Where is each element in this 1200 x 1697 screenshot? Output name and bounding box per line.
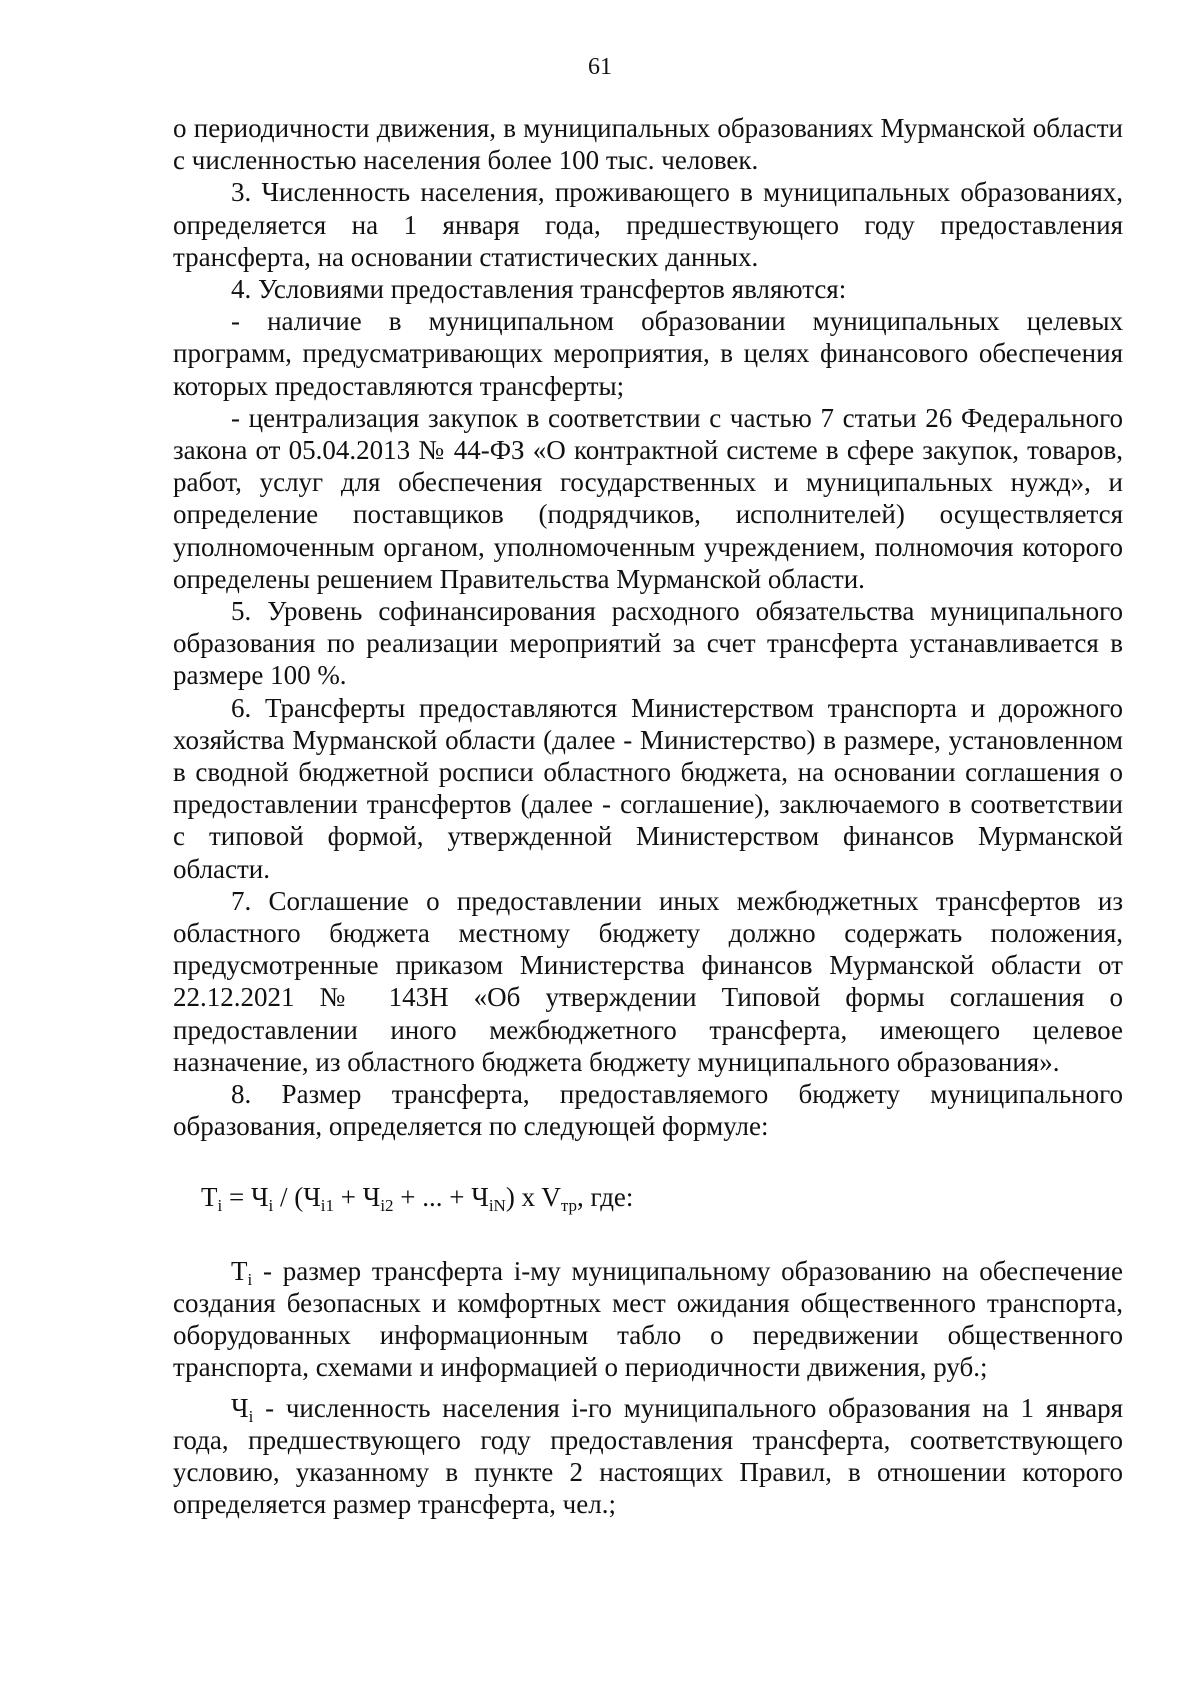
transfer-formula: [173, 1181, 1123, 1213]
paragraph-3: 3. Численность населения, проживающего в муниципальных образованиях, определяется на 1 января года, предшествующего году предоставления трансферта, на основании статистических данных.: [173, 177, 1123, 272]
paragraph-7: 7. Соглашение о предоставлении иных межбюджетных трансфертов из областного бюджета местному бюджету должно содержать положения, предусмотренные приказом Министерства финансов Мурманской области от 22.12.2021 № 143Н «Об утверждении Типовой формы соглашения о предоставлении иного межбюджетного трансферта, имеющего целевое назначение, из областного бюджета бюджету муниципального образования».: [173, 885, 1123, 1077]
page-number: 61: [588, 54, 612, 80]
formula-times-v: ) x V: [505, 1181, 561, 1212]
formula-dots: + ... + Ч: [393, 1181, 489, 1212]
formula-ti: T: [201, 1181, 218, 1212]
formula-tail: , где:: [576, 1181, 634, 1212]
formula-sub-tr: тр: [560, 1195, 577, 1215]
paragraph-6: 6. Трансферты предоставляются Министерством транспорта и дорожного хозяйства Мурманской области (далее - Министерство) в размере, установленном в сводной бюджетной росписи областного бюджета, на основании соглашения о предоставлении трансфертов (далее - соглашение), заключаемого в соответствии с типовой формой, утвержденной Министерством финансов Мурманской области.: [173, 692, 1123, 884]
paragraph-continuation: о периодичности движения, в муниципальных образованиях Мурманской области с численностью населения более 100 тыс. человек.: [173, 113, 1123, 176]
formula-sub-iN: iN: [488, 1195, 506, 1215]
definition-chi-sub: i: [248, 1406, 254, 1426]
formula-sub-i1: i1: [320, 1195, 335, 1215]
paragraph-8: 8. Размер трансферта, предоставляемого бюджету муниципального образования, определяется по следующей формуле:: [173, 1079, 1123, 1142]
formula-slash: / (Ч: [273, 1181, 321, 1212]
formula-eq-chi: = Ч: [222, 1181, 269, 1212]
definition-chi-text: - численность населения i-го муниципального образования на 1 января года, предшествующего году предоставления трансферта, соответствующего условию, указанному в пункте 2 настоящих Правил, в отношении которого определяется размер трансферта, чел.;: [173, 1392, 1123, 1520]
definition-ti-symbol: T: [231, 1255, 248, 1286]
paragraph-4-condition-b: - централизация закупок в соответствии с частью 7 статьи 26 Федерального закона от 05.04.2013 № 44-ФЗ «О контрактной системе в сфере закупок, товаров, работ, услуг для обеспечения государственных и муниципальных нужд», и определение поставщиков (подрядчиков, исполнителей) осуществляется уполномоченным органом, уполномоченным учреждением, полномочия которого определены решением Правительства Мурманской области.: [173, 402, 1123, 594]
definition-chi-symbol: Ч: [231, 1392, 249, 1423]
formula-sub-i-2: i: [268, 1195, 274, 1215]
paragraph-4-condition-a: - наличие в муниципальном образовании муниципальных целевых программ, предусматривающих мероприятия, в целях финансового обеспечения которых предоставляются трансферты;: [173, 306, 1123, 401]
definition-ti-sub: i: [247, 1269, 253, 1289]
definition-ti: [173, 1255, 1123, 1384]
paragraph-4: 4. Условиями предоставления трансфертов являются:: [231, 274, 847, 305]
definition-ti-text: - размер трансферта i-му муниципальному образованию на обеспечение создания безопасных и комфортных мест ожидания общественного транспорта, оборудованных информационным табло о передвижении общественного транспорта, схемами и информацией о периодичности движения, руб.;: [173, 1255, 1123, 1383]
formula-plus: + Ч: [334, 1181, 381, 1212]
formula-sub-i: i: [217, 1195, 223, 1215]
document-body: [173, 112, 1123, 1520]
definition-chi: [173, 1392, 1123, 1521]
formula-sub-i2: i2: [380, 1195, 394, 1215]
paragraph-5: 5. Уровень софинансирования расходного обязательства муниципального образования по реализации мероприятий за счет трансферта устанавливается в размере 100 %.: [173, 596, 1123, 691]
